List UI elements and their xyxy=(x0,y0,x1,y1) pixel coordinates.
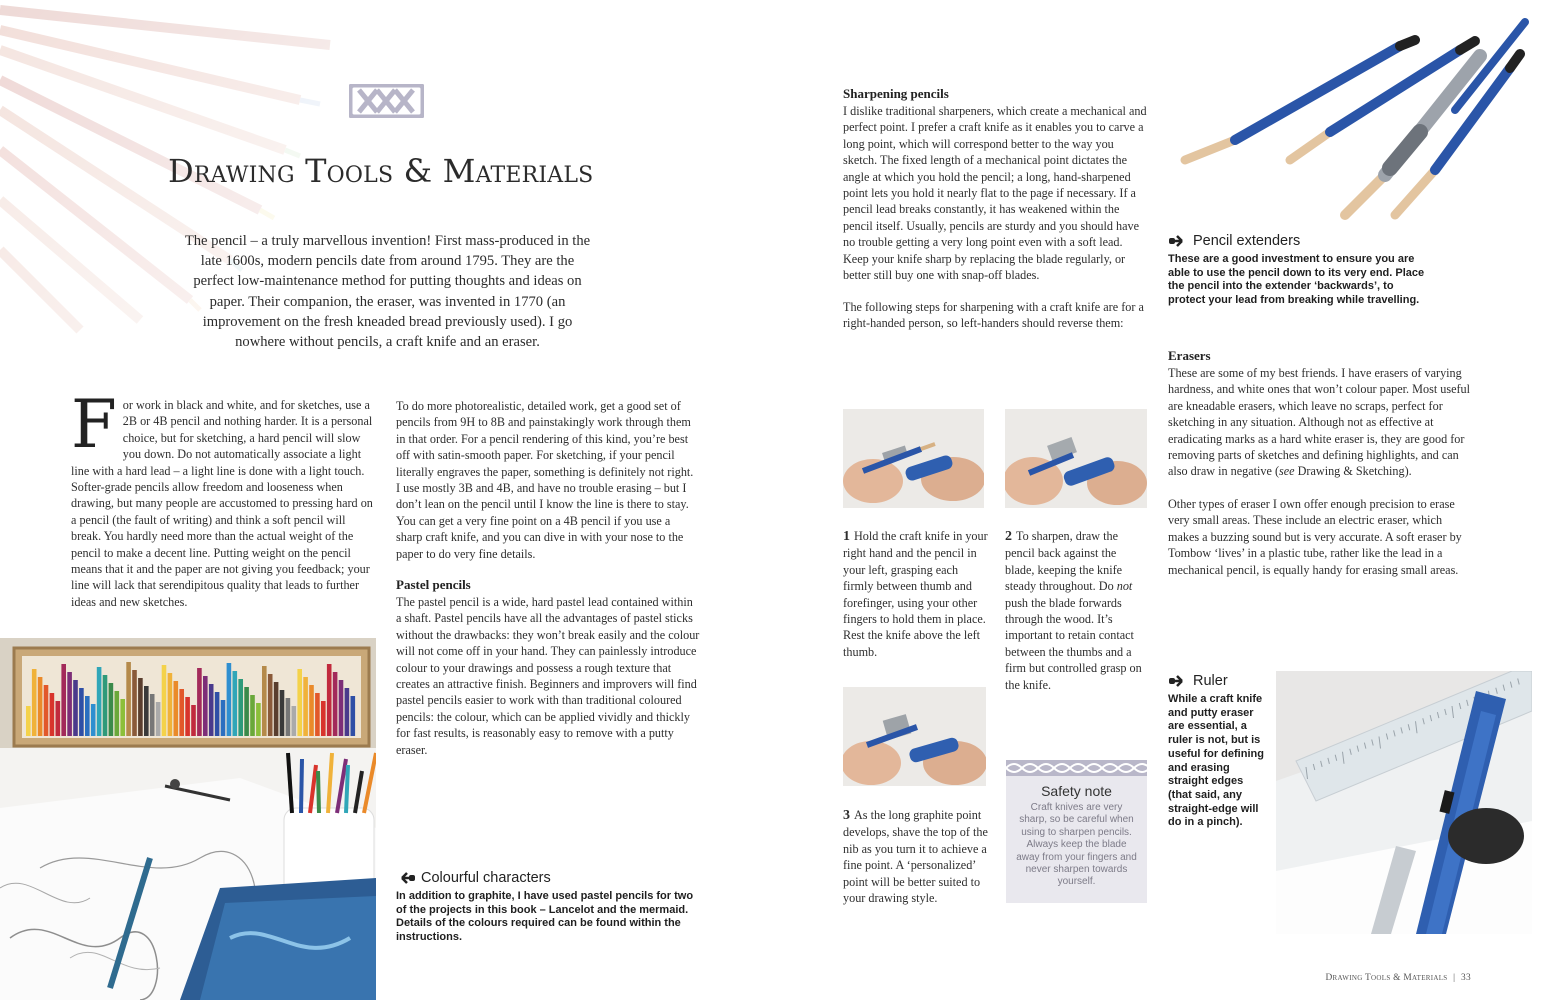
sharpening-pencils-heading: Sharpening pencils xyxy=(843,86,949,101)
box-pencil xyxy=(351,696,356,736)
box-pencil xyxy=(280,690,285,736)
step-2-text xyxy=(1005,528,1145,693)
sharpening-steps-intro: The following steps for sharpening with a craft knife are for a right-handed person, so left-handers should reverse them: xyxy=(843,300,1144,331)
box-pencil xyxy=(197,668,202,736)
ruler-text: While a craft knife and putty eraser are essential, a ruler is not, but is useful for defining and erasing straight edges (that said, any straight-edge will do in a pinch). xyxy=(1168,693,1264,829)
pencil-extenders-heading xyxy=(1168,233,1300,249)
box-pencil xyxy=(309,685,314,736)
hand-arrow-left-icon xyxy=(396,872,416,884)
ruler-heading xyxy=(1168,673,1228,689)
colourful-characters-title: Colourful characters xyxy=(421,870,551,886)
box-pencil xyxy=(126,662,131,736)
step-2-body-em: not xyxy=(1116,579,1133,594)
box-pencil xyxy=(250,695,255,736)
column-2-text: To do more photorealistic, detailed work, get a good set of pencils from 9H to 8B and painstakingly work through them in that order. For a pencil rendering of this kind, you’re best off with satin-smooth paper. For sketching, if your pencil literally engraves the paper, something is definitely not right. I use mostly 3B and 4B, and have no trouble erasing – but I don’t lean on the pencil until I know the line is there to stay. You can get a very fine point on a 4B pencil if you use a sharp craft knife, and you can dive in with your nose to the paper to do very fine details. xyxy=(396,399,694,561)
pastel-pencils-text: The pastel pencil is a wide, hard pastel lead contained within a shaft. Pastel pencils have all the advantages of pastel sticks without the drawbacks: they won’t break easily and the colour will not come off in your hand. They can painlessly introduce colour to your drawings and possess a rough texture that creates an attractive finish. Beginners and improvers will find pastel pencils easier to work with than traditional coloured pencils: the colour, which can be applied vividly and thickly for fast results, is reasonably easy to remove with a putty eraser. xyxy=(396,595,700,757)
box-pencil xyxy=(179,689,184,736)
box-pencil xyxy=(174,681,179,736)
box-pencil xyxy=(109,683,114,736)
box-pencil xyxy=(85,696,90,736)
box-pencil xyxy=(286,698,291,736)
mug-pencil xyxy=(346,765,348,813)
safety-note-text: Craft knives are very sharp, so be careful when using to sharpen pencils. Always keep the blade away from your fingers and never sharpen towards yourself. xyxy=(1016,802,1137,888)
step-3-body: As the long graphite point develops, shave the top of the nib as you turn it to achieve a fine point. A ‘personalized’ point will be better suited to your drawing style. xyxy=(843,808,988,906)
step-2-photo xyxy=(1005,409,1147,508)
hand-arrow-right-icon xyxy=(1168,235,1188,247)
step-1-text xyxy=(843,528,988,660)
box-pencil xyxy=(256,703,261,736)
box-pencil xyxy=(73,680,78,736)
box-pencil xyxy=(315,693,320,736)
box-pencil xyxy=(150,694,155,736)
ruler-knife-eraser-photo xyxy=(1276,671,1532,934)
colourful-characters-text: In addition to graphite, I have used pastel pencils for two of the projects in this book – Lancelot and the mermaid. Details of the colours required can be found within the instructions. xyxy=(396,890,694,944)
box-pencil xyxy=(38,677,43,736)
pencils-with-extender-photo xyxy=(1175,10,1535,240)
erasers-text xyxy=(1168,365,1473,480)
box-pencil xyxy=(56,701,61,736)
step-2-body-b: push the blade forwards through the wood. It’s important to retain contact between the thumbs and a firm but controlled grasp on the knife. xyxy=(1005,595,1142,692)
box-pencil xyxy=(50,693,55,736)
step-1-photo xyxy=(843,409,984,508)
box-pencil xyxy=(26,706,31,736)
box-pencil xyxy=(327,664,332,736)
page-footer xyxy=(1300,973,1471,983)
box-pencil xyxy=(303,677,308,736)
box-pencil xyxy=(297,669,302,736)
step-2-body-a: To sharpen, draw the pencil back against the blade, keeping the knife steady throughout. Do xyxy=(1005,529,1123,594)
column-1-text xyxy=(71,386,375,610)
box-pencil xyxy=(185,697,190,736)
sharpening-pencils-text: I dislike traditional sharpeners, which create a mechanical and perfect point. I prefer a craft knife as it enables you to carve a long point, which will correspond better to the way you sketch. The fixed length of a mechanical point dictates the angle at which you hold the pencil; a long, hand-sharpened point lets you hold it nearly flat to the page if necessary. If a pencil lead breaks constantly, it has weakened within the pencil itself. Usually, pencils are sturdy and you should have no trouble getting a very long point even with a soft lead. Keep your knife sharp by replacing the blade regularly, or better still buy one with snap-off blades. xyxy=(843,104,1147,283)
box-pencil xyxy=(61,664,66,736)
box-pencil xyxy=(44,685,49,736)
box-pencil xyxy=(321,701,326,736)
page-number: 33 xyxy=(1461,973,1471,983)
box-pencil xyxy=(233,671,238,736)
erasers-text-b: Drawing & Sketching). xyxy=(1294,464,1412,479)
drop-cap: F xyxy=(71,386,117,463)
safety-note-box xyxy=(1006,760,1147,903)
box-pencil xyxy=(115,691,120,736)
box-pencil xyxy=(268,674,273,736)
pencil-extenders-text: These are a good investment to ensure you are able to use the pencil down to its very end. Place the pencil into the extender ‘backwards’, to protect your lead from breaking while travelling. xyxy=(1168,253,1425,307)
step-3-text xyxy=(843,807,988,906)
box-pencil xyxy=(274,682,279,736)
colourful-characters-heading xyxy=(396,870,551,886)
page-title: Drawing Tools & Materials xyxy=(168,152,594,190)
box-pencil xyxy=(138,678,143,736)
hand-arrow-right-icon xyxy=(1168,675,1188,687)
erasers-heading: Erasers xyxy=(1168,348,1211,363)
box-pencil xyxy=(120,699,125,736)
ruler-title: Ruler xyxy=(1193,673,1228,689)
celtic-knot-icon xyxy=(349,84,424,118)
box-pencil xyxy=(103,675,108,736)
box-pencil xyxy=(162,665,167,736)
box-pencil xyxy=(345,688,350,736)
step-3-number: 3 xyxy=(843,808,850,823)
box-pencil xyxy=(203,676,208,736)
box-pencil xyxy=(333,672,338,736)
box-pencil xyxy=(238,679,243,736)
box-pencil xyxy=(168,673,173,736)
box-pencil xyxy=(144,686,149,736)
intro-paragraph: The pencil – a truly marvellous invention! First mass-produced in the late 1600s, modern pencils date from around 1795. They are the perfect low-maintenance method for putting thoughts and ideas on paper. Their companion, the eraser, was invented in 1770 (an improvement on the fresh kneaded bread previously used). I go nowhere without pencils, a craft knife and an eraser. xyxy=(184,233,591,351)
box-pencil xyxy=(191,705,196,736)
box-pencil xyxy=(215,692,220,736)
mug-pencil xyxy=(301,759,302,813)
step-1-number: 1 xyxy=(843,529,850,544)
box-pencil xyxy=(97,667,102,736)
column-1-body: or work in black and white, and for sketches, use a 2B or 4B pencil and nothing harder. It is a personal choice, but for sketching, a hard pencil will slow you down. Do not automatically associate a light line with a hard lead – a light line is done with a light touch. Softer-grade pencils allow freedom and looseness when drawing, but many people are accustomed to pressing hard on a pencil (the fault of writing) and think a soft pencil will break. You hardly need more than the actual weight of the pencil to make a decent line. Putting weight on the pencil means that it and the paper are not giving you feedback; your line will lack that serendipitous quality that leads to further ideas and new sketches. xyxy=(71,398,373,609)
box-pencil xyxy=(156,702,161,736)
box-pencil xyxy=(32,669,37,736)
box-pencil xyxy=(91,704,96,736)
box-pencil xyxy=(221,700,226,736)
celtic-border-icon xyxy=(1006,760,1147,776)
pastel-pencils-heading: Pastel pencils xyxy=(396,577,471,592)
step-1-body: Hold the craft knife in your right hand and the pencil in your left, grasping each firmly between thumb and forefinger, using your other fingers to hold them in place. Rest the knife above the left thumb. xyxy=(843,529,988,659)
box-pencil xyxy=(79,688,84,736)
box-pencil xyxy=(339,680,344,736)
footer-separator: | xyxy=(1453,973,1456,983)
safety-note-heading: Safety note xyxy=(1041,783,1112,799)
box-pencil xyxy=(227,663,232,736)
erasers-text-a: These are some of my best friends. I have erasers of varying hardness, and white ones that won’t colour paper. Most useful are kneadable erasers, which leave no scraps, perfect for sketching in any situation. Although not as effective at eradicating marks as a hard white eraser is, they are good for removing parts of sketches and defining highlights, and can also draw in negative ( xyxy=(1168,366,1471,479)
box-pencil xyxy=(67,672,72,736)
erasers-text-2: Other types of eraser I own offer enough precision to erase very small areas. These include an electric eraser, which makes a buzzing sound but is very accurate. A soft eraser by Tombow ‘lives’ in a plastic tube, rather like the lead in a mechanical pencil, is equally handy for erasing small areas. xyxy=(1168,497,1462,577)
pencil-extenders-title: Pencil extenders xyxy=(1193,233,1301,249)
box-pencil xyxy=(262,666,267,736)
step-2-number: 2 xyxy=(1005,529,1012,544)
box-pencil xyxy=(209,684,214,736)
box-pencil xyxy=(132,670,137,736)
box-pencil xyxy=(292,706,297,736)
running-title: Drawing Tools & Materials xyxy=(1325,973,1448,983)
mug-pencil xyxy=(318,771,319,813)
step-3-photo xyxy=(843,687,986,786)
box-pencil xyxy=(244,687,249,736)
pencil-box-photo xyxy=(0,638,376,1000)
erasers-text-em: see xyxy=(1279,464,1295,479)
